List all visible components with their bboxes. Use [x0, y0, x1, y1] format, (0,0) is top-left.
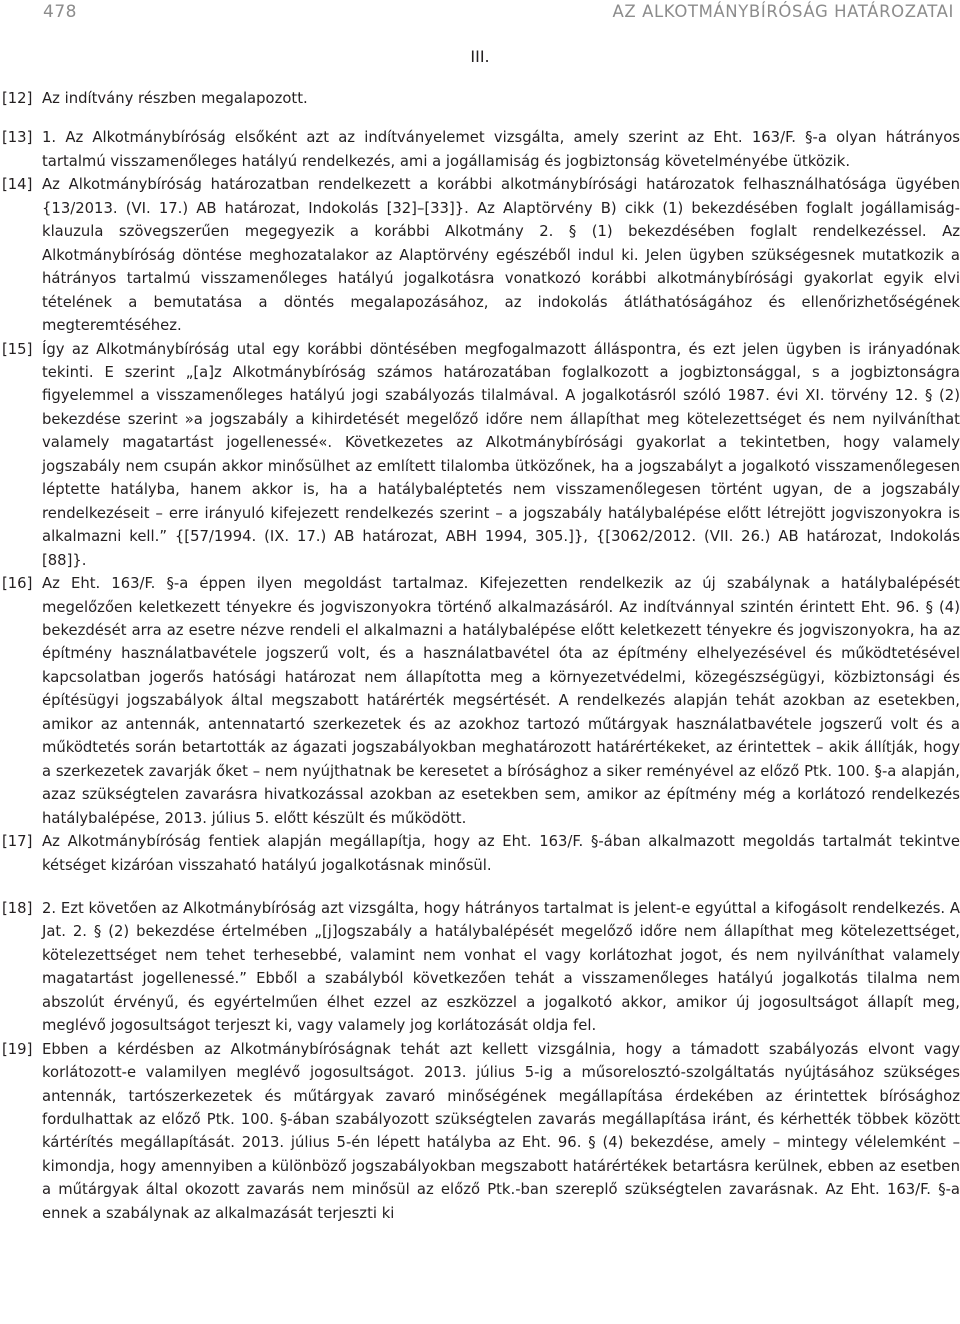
page-number: 478	[43, 2, 77, 22]
paragraph-number: [13]	[2, 129, 33, 147]
paragraph-12	[0, 87, 960, 110]
paragraph-number: [14]	[2, 176, 33, 194]
paragraph-text: Az Eht. 163/F. §-a éppen ilyen megoldást tartalmaz. Kifejezetten rendelkezik az új szabálynak a hatálybalépését megelőzően keletkezett tényekre és jogviszonyokra történő alkalmazásáról. Az indítvánnyal szintén érintett Eht. 96. § (4) bekezdését arra az esetre nézve rendeli el alkalmazni a hatálybalépése előtt keletkezett tényekre és jogviszonyokra, ha az építmény használatbavétele jogszerű volt, és a használatbavétel óta az építmény elhelyezésével és működtetésével kapcsolatban jogerős hatósági határozat nem állapította meg a környezetvédelmi, közegészségügyi, közbiztonsági és építésügyi jogszabályok által megszabott határérték megsértését. A rendelkezés alapján tehát azokban az esetekben, amikor az antennák, antennatartó szerkezetek és az azokhoz tartozó műtárgyak használatbavétele jogszerű volt és a működtetés során betartották az ágazati jogszabályokban meghatározott határértékeket, az érintettek – akik állítják, hogy a szerkezetek zavarják őket – nem nyújthatnak be keresetet a bírósághoz a siker reményével az előző Ptk. 100. §-a alapján, azaz szükségtelen zavarásra hivatkozással azokban az esetekben sem, amikor az építmény még a korlátozó rendelkezés hatálybalépése, 2013. július 5. előtt készült és működött.	[42, 575, 960, 827]
paragraph-text: Az Alkotmánybíróság határozatban rendelkezett a korábbi alkotmánybírósági határozatok felhasználhatósága ügyében {13/2013. (VI. 17.) AB határozat, Indokolás [32]–[33]}. Az Alaptörvény B) cikk (1) bekezdésében foglalt jogállamiság-klauzula szövegszerűen megegyezik a korábbi Alkotmány 2. § (1) bekezdésében foglalt rendelkezéssel. Az Alkotmánybíróság döntése meghozatalakor az Alaptörvény egészéből indul ki. Jelen ügyben szükségesnek mutatkozik a hátrányos tartalmú visszamenőleges hatályú jogalkotásra vonatkozó korábbi alkotmánybírósági gyakorlat egyik elvi tételének a bemutatása a döntés megalapozásához, az indokolás átláthatóságához és ellenőrizhetőségének megteremtéséhez.	[42, 176, 960, 335]
paragraph-number: [15]	[2, 340, 33, 358]
paragraph-18	[0, 897, 960, 1038]
paragraph-13	[0, 126, 960, 173]
paragraph-number: [16]	[2, 575, 33, 593]
paragraph-17	[0, 830, 960, 877]
paragraph-number: [18]	[2, 899, 33, 917]
paragraph-text: Az indítvány részben megalapozott.	[42, 90, 308, 107]
section-heading: III.	[470, 47, 490, 66]
running-header	[0, 0, 960, 32]
paragraph-text: 1. Az Alkotmánybíróság elsőként azt az indítványelemet vizsgálta, amely szerint az Eht. 163/F. §-a olyan hátrányos tartalmú visszamenőleges hatályú rendelkezés, ami a jogállamiság és jogbiztonság követelményébe ütközik.	[42, 129, 960, 170]
paragraph-16	[0, 572, 960, 830]
paragraph-text: Ebben a kérdésben az Alkotmánybíróságnak tehát azt kellett vizsgálnia, hogy a támadott szabályozás elvont vagy korlátozott-e valamilyen meglévő jogosultságot. 2013. július 5-ig a műsorelosztó-szolgáltatás nyújtásához szükséges antennák, tartószerkezetek és műtárgyak zavaró minőségének megállapítása érdekében az érintettek bírósághoz fordulhattak az előző Ptk. 100. §-ában szabályozott szükségtelen zavarás megállapítása iránt, és kérhették többek között kártérítés megállapítását. 2013. július 5-én lépett hatályba az Eht. 96. § (4) bekezdése, amely – mintegy vélelemként – kimondja, hogy amennyiben a különböző jogszabályokban megszabott határértékek betartásra kerülnek, ebben az esetben a műtárgyak által okozott zavarás nem minősül az előző Ptk.-ban szereplő szükségtelen zavarásnak. Az Eht. 163/F. §-a ennek a szabálynak az alkalmazását terjeszti ki	[42, 1040, 960, 1222]
paragraph-text: Az Alkotmánybíróság fentiek alapján megállapítja, hogy az Eht. 163/F. §-ában alkalmazott megoldás tartalmát tekintve kétséget kizáróan visszaható hatályú jogalkotásnak minősül.	[42, 833, 960, 874]
paragraph-19	[0, 1038, 960, 1226]
paragraph-14	[0, 173, 960, 337]
paragraph-text: Így az Alkotmánybíróság utal egy korábbi döntésében megfogalmazott álláspontra, és ezt jelen ügyben is irányadónak tekinti. E szerint „[a]z Alkotmánybíróság számos határozatában foglalkozott a jogbiztonsággal, s a jogbiztonságra figyelemmel a visszamenőleges hatályú jogi szabályozás tilalmával. A jogalkotásról szóló 1987. évi XI. törvény 12. § (2) bekezdése szerint »a jogszabály a kihirdetését megelőző időre nem állapíthat meg kötelezettséget és nem nyilváníthat valamely magatartást jogellenessé«. Következetes az Alkotmánybírósági gyakorlat a tekintetben, hogy valamely jogszabály nem csupán akkor minősülhet az említett tilalomba ütközőnek, ha a jogszabályt a jogalkotó visszamenőlegesen léptette hatályba, hanem akkor is, ha a hatálybaléptetés nem visszamenőlegesen történt ugyan, de a jogszabály rendelkezéseit – erre irányuló kifejezett rendelkezés szerint – a jogszabály hatálybalépése előtt létrejött jogviszonyokra is alkalmazni kell.” {[57/1994. (IX. 17.) AB határozat, ABH 1994, 305.]}, {[3062/2012. (VII. 26.) AB határozat, Indokolás [88]}.	[42, 340, 960, 569]
paragraph-number: [19]	[2, 1040, 33, 1058]
paragraph-number: [17]	[2, 833, 33, 851]
paragraph-number: [12]	[2, 90, 33, 107]
paragraph-15	[0, 338, 960, 573]
journal-title: AZ ALKOTMÁNYBÍRÓSÁG HATÁROZATAI	[612, 2, 954, 21]
document-body	[0, 87, 960, 1225]
paragraph-text: 2. Ezt követően az Alkotmánybíróság azt vizsgálta, hogy hátrányos tartalmat is jelent-e egyúttal a kifogásolt rendelkezés. A Jat. 2. § (2) bekezdése értelmében „[j]ogszabály a hatálybalépését megelőző időre nem állapíthat meg kötelezettséget, kötelezettséget nem tehet terhesebbé, valamint nem vonhat el vagy korlátozhat jogot, és nem nyilváníthat valamely magatartást jogellenessé.” Ebből a szabályból következően tehát a visszamenőleges hatályú jogalkotás tilalma nem abszolút érvényű, és egyértelműen élhet ezzel az eszközzel a jogalkotó akkor, amikor új jogosultságot állapít meg, meglévő jogosultságot terjeszt ki, vagy valamely jog korlátozását oldja fel.	[42, 899, 960, 1035]
